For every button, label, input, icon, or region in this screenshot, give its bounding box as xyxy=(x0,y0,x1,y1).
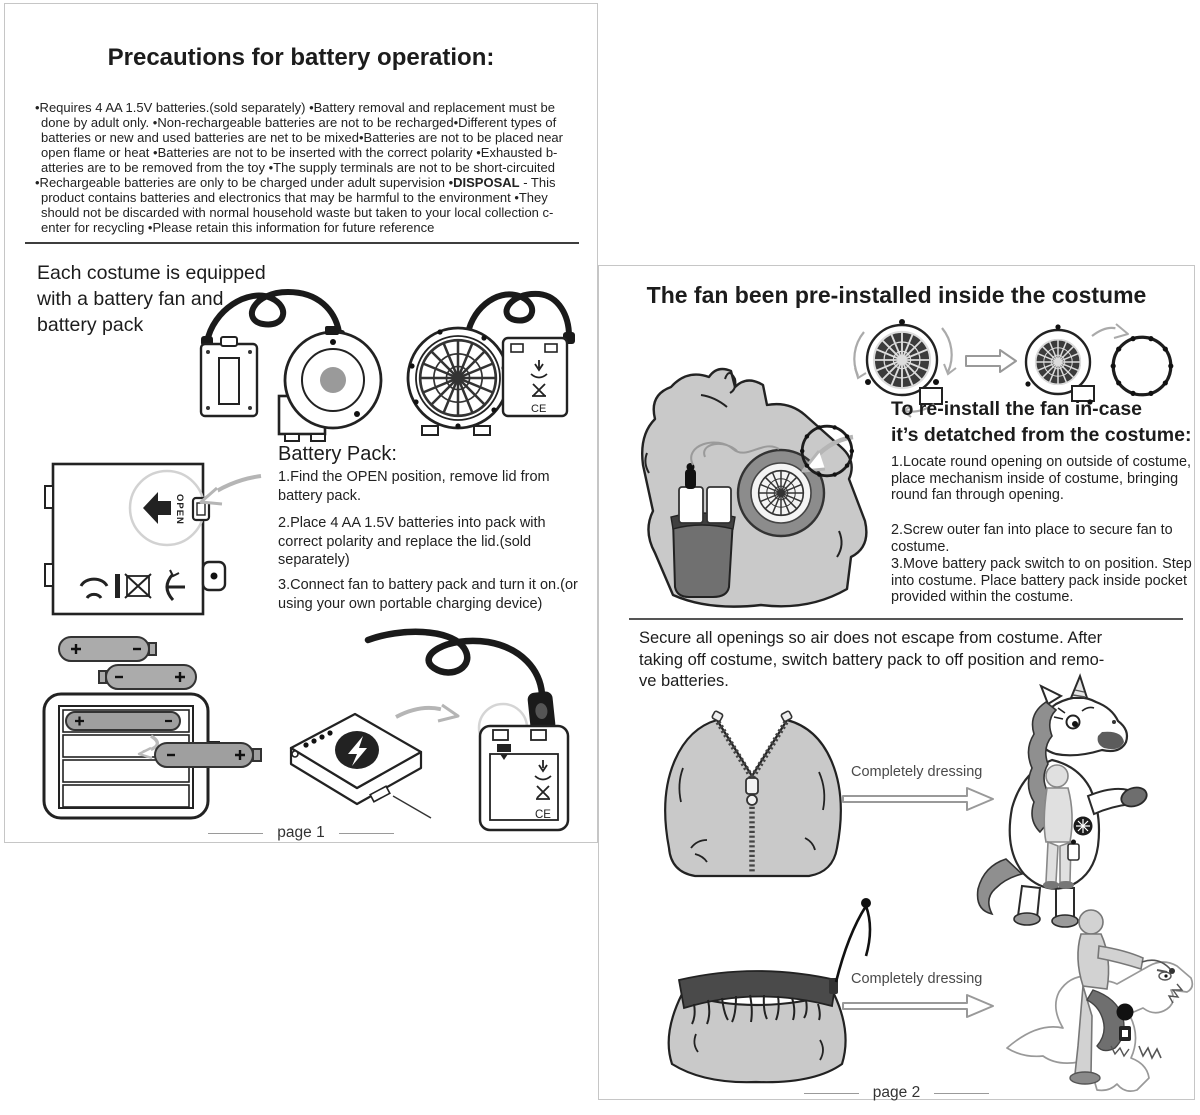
zipper-costume-illustration xyxy=(647,698,859,890)
footer-dash xyxy=(804,1093,859,1094)
costume-fan-installed-illustration xyxy=(613,361,903,619)
aa-battery-illustration xyxy=(97,662,199,692)
dressing-label: Completely dressing xyxy=(851,971,983,987)
secure-openings-note: Secure all openings so air does not escape from costume. After taking off costume, switch battery pack to off position and remo- ve batteries. xyxy=(639,629,1105,690)
page-2 xyxy=(598,265,1195,1100)
reinstall-step-2: 2.Screw outer fan into place to secure fan to costume. xyxy=(891,522,1173,555)
page-number: page 1 xyxy=(277,824,325,841)
page-1 xyxy=(4,3,598,843)
precautions-body: •Requires 4 AA 1.5V batteries.(sold separately) •Battery removal and replacement must be done by adult only. •Non-rechargeable batteries are not to be recharged•Different types of batteries or new and used batteries are net to be mixed•Batteries are not to be placed near open flame or heat •Batteries are not to be inserted with the correct polarity •Exhausted b- atteries are to be removed from the toy •The supply terminals are not to be short-circuited •Rechargeable batteries are only to be charged under adult supervision •DISPOSAL - This product contains batteries and electronics that may be harmful to the environment •They should not be discarded with normal household waste but taken to your local collection c- enter for recycling •Please retain this information for future reference xyxy=(35,100,563,235)
reinstall-heading: To re-install the fan in-case it’s detatched from the costume: xyxy=(891,398,1192,446)
open-label: OPEN xyxy=(174,494,185,525)
precautions-title: Precautions for battery operation: xyxy=(107,44,495,71)
aa-battery-inserting-illustration xyxy=(153,740,265,770)
battery-pack-usb-illustration xyxy=(467,692,583,838)
dressing-label: Completely dressing xyxy=(851,764,983,780)
page-2-footer xyxy=(599,1084,1194,1102)
page-number: page 2 xyxy=(872,1084,921,1101)
divider-line xyxy=(629,618,1183,620)
page-1-footer xyxy=(5,824,597,842)
reinstall-step-3: 3.Move battery pack switch to on position. Step into costume. Place battery pack inside pocket provided within the costume. xyxy=(891,556,1192,606)
fan-side-illustration xyxy=(255,320,397,450)
footer-dash xyxy=(208,833,263,834)
unicorn-costume-illustration xyxy=(944,674,1149,926)
reinstall-step-1: 1.Locate round opening on outside of costume, place mechanism inside of costume, bringing round fan through opening. xyxy=(891,454,1192,504)
svg-text:CE: CE xyxy=(535,809,551,821)
aa-battery-illustration xyxy=(57,634,159,664)
footer-dash xyxy=(339,833,394,834)
plug-arrow xyxy=(390,699,468,737)
battery-step-3: 3.Connect fan to battery pack and turn it on.(or using your own portable charging device) xyxy=(278,577,578,612)
disposal-bold: DISPOSAL xyxy=(453,175,520,190)
footer-dash xyxy=(934,1093,989,1094)
fan-preinstalled-title: The fan been pre-installed inside the costume xyxy=(646,282,1147,308)
dinosaur-rider-illustration xyxy=(999,896,1194,1101)
battery-pack-back-illustration xyxy=(499,332,571,420)
battery-pack-open-diagram xyxy=(41,446,271,651)
equipped-caption: Each costume is equipped with a battery fan and battery pack xyxy=(37,262,266,336)
battery-step-1: 1.Find the OPEN position, remove lid from battery pack. xyxy=(278,469,550,504)
battery-pack-front-illustration xyxy=(197,336,261,420)
battery-pack-heading: Battery Pack: xyxy=(278,443,397,465)
divider-line xyxy=(25,242,579,244)
svg-text:CE: CE xyxy=(531,403,547,415)
dressing-arrow xyxy=(839,989,1001,1023)
battery-step-2: 2.Place 4 AA 1.5V batteries into pack with correct polarity and replace the lid.(sold separately) xyxy=(278,515,546,568)
